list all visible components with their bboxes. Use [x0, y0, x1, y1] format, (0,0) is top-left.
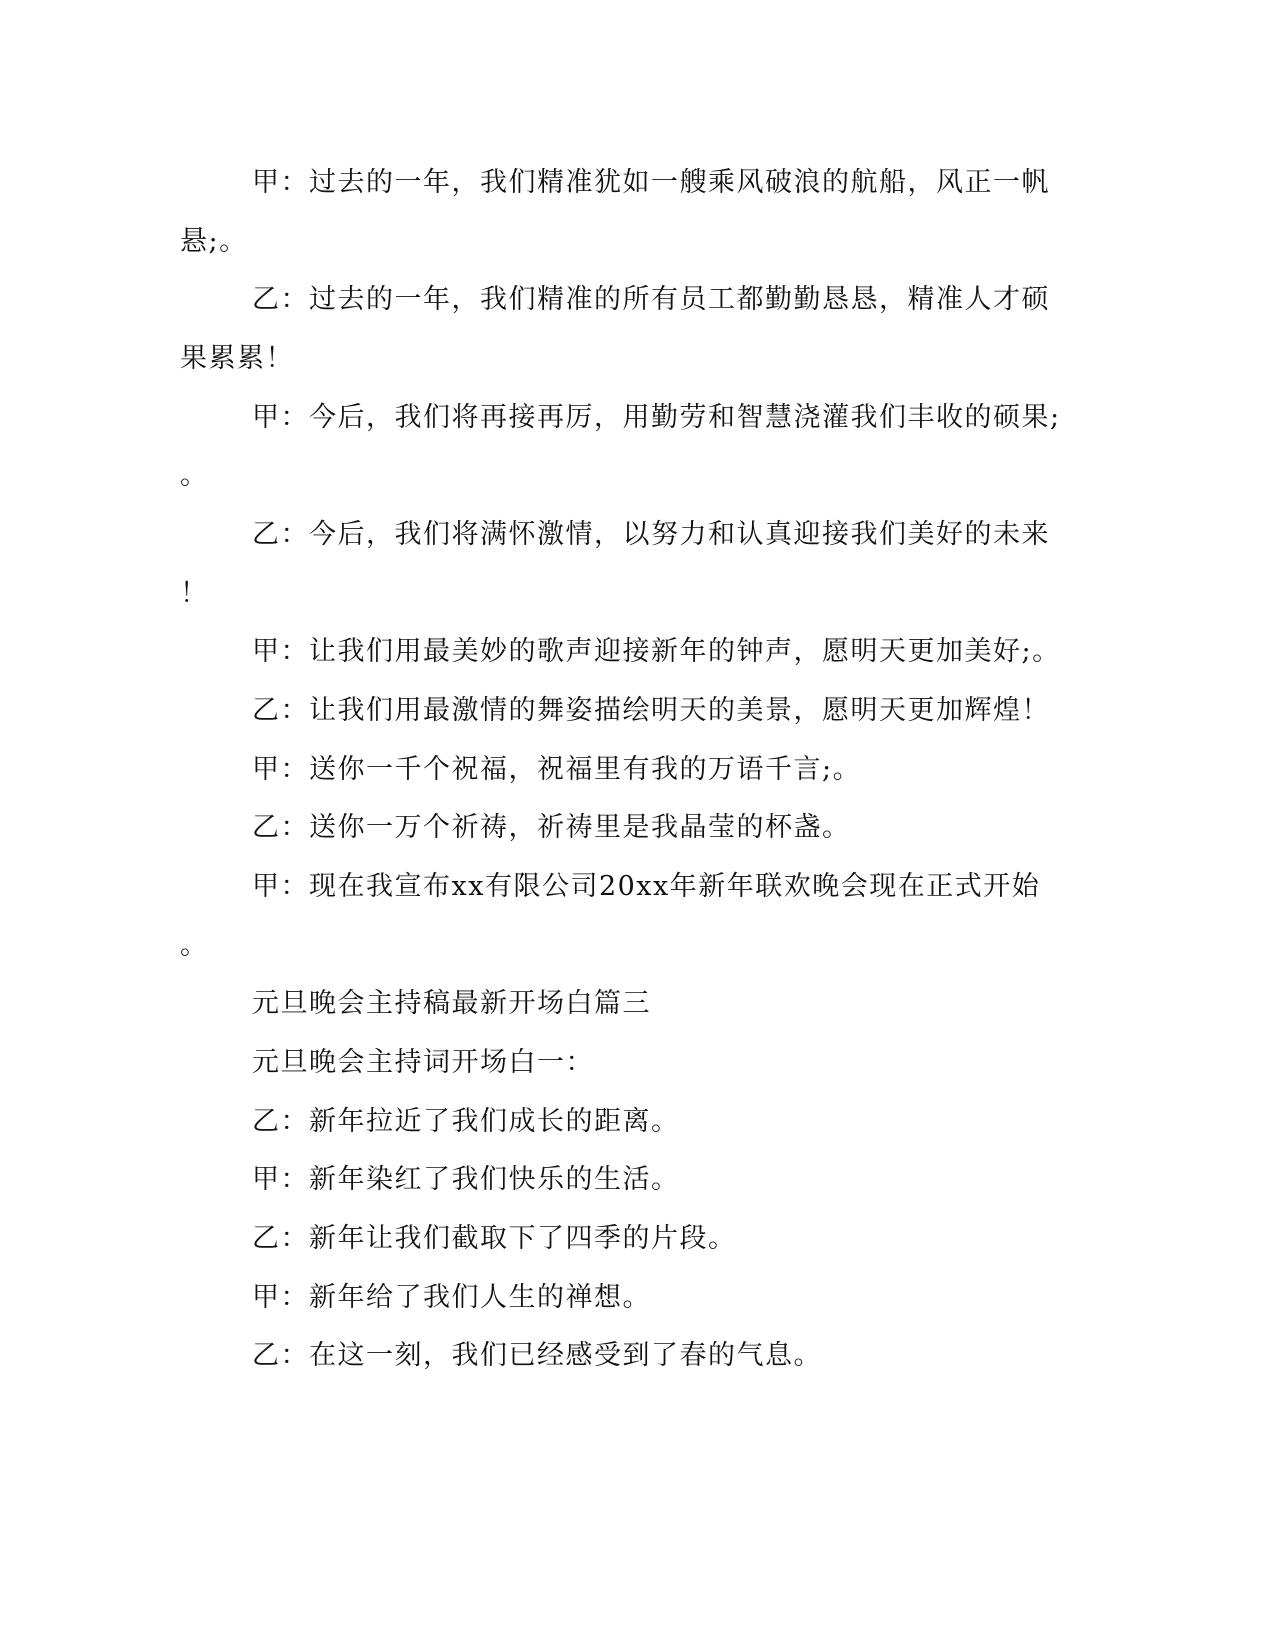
subsection-heading: 元旦晚会主持词开场白一：: [252, 1047, 594, 1078]
paragraph-line: 甲：送你一千个祝福，祝福里有我的万语千言;。: [252, 754, 862, 785]
paragraph-line: 甲：让我们用最美妙的歌声迎接新年的钟声，愿明天更加美好;。: [252, 636, 1061, 667]
paragraph-line: 乙：送你一万个祈祷，祈祷里是我晶莹的杯盏。: [252, 812, 851, 843]
section-heading: 元旦晚会主持稿最新开场白篇三: [252, 988, 651, 1019]
paragraph-line: 。: [180, 460, 209, 491]
paragraph-line: 乙：今后，我们将满怀激情，以努力和认真迎接我们美好的未来: [252, 519, 1050, 550]
paragraph-line: 果累累！: [180, 343, 294, 374]
paragraph-line: 甲：现在我宣布xx有限公司20xx年新年联欢晚会现在正式开始: [252, 871, 1041, 902]
paragraph-line: 乙：让我们用最激情的舞姿描绘明天的美景，愿明天更加辉煌！: [252, 695, 1050, 726]
paragraph-line: 乙：新年让我们截取下了四季的片段。: [252, 1223, 737, 1254]
paragraph-line: 甲：今后，我们将再接再厉，用勤劳和智慧浇灌我们丰收的硕果;: [252, 402, 1061, 433]
paragraph-line: 乙：新年拉近了我们成长的距离。: [252, 1106, 680, 1137]
paragraph-line: 甲：新年染红了我们快乐的生活。: [252, 1164, 680, 1195]
paragraph-line: 甲：新年给了我们人生的禅想。: [252, 1282, 651, 1313]
paragraph-line: 乙：在这一刻，我们已经感受到了春的气息。: [252, 1340, 822, 1371]
paragraph-line: 悬;。: [180, 226, 248, 257]
paragraph-line: 甲：过去的一年，我们精准犹如一艘乘风破浪的航船，风正一帆: [252, 167, 1050, 198]
paragraph-line: 。: [180, 930, 209, 961]
paragraph-line: ！: [180, 578, 209, 609]
paragraph-line: 乙：过去的一年，我们精准的所有员工都勤勤恳恳，精准人才硕: [252, 284, 1050, 315]
